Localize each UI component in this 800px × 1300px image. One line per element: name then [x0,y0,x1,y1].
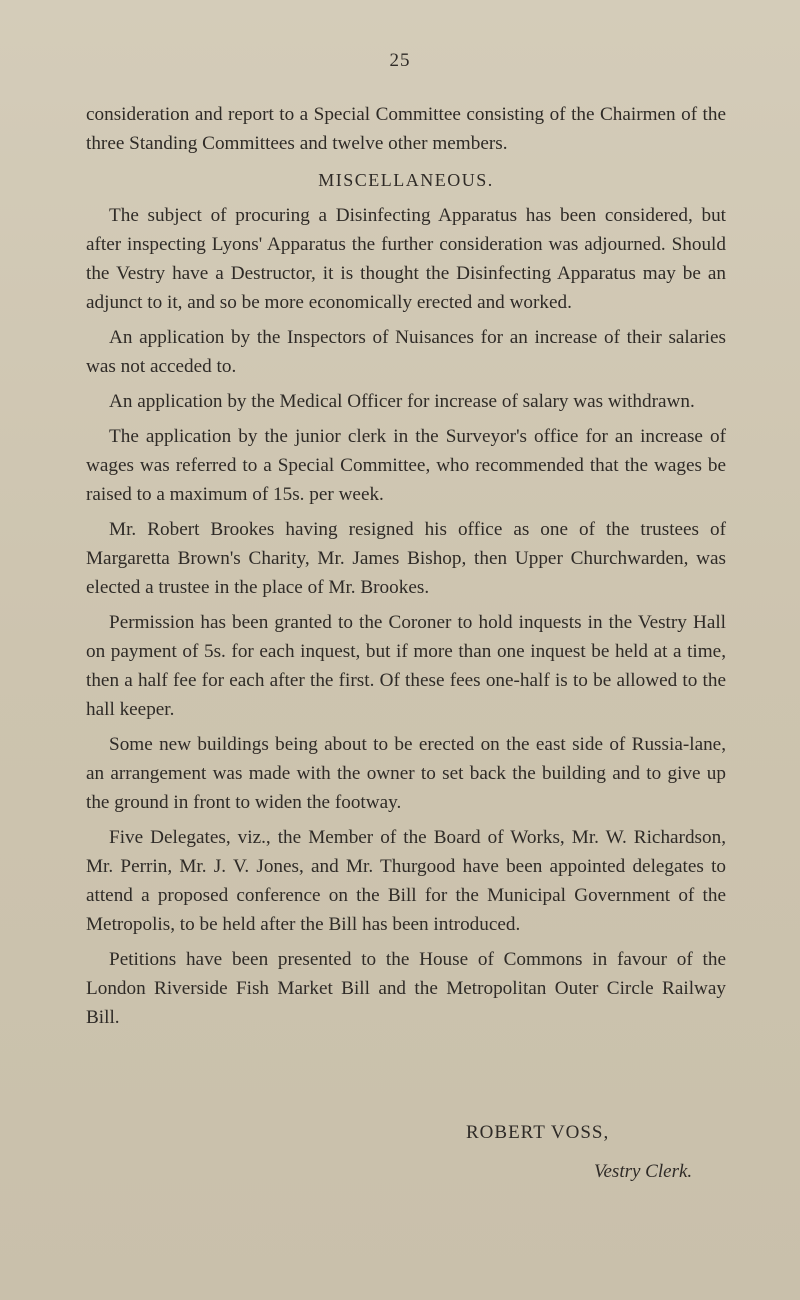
paragraph-petitions: Petitions have been presented to the House of Commons in favour of the London Riverside Fish Market Bill and the Metropolitan Outer Circle Railway Bill. [86,949,726,1028]
paragraph-inspectors-salaries: An application by the Inspectors of Nuisances for an increase of their salaries was not acceded to. [86,327,726,377]
paragraph-trustee-election: Mr. Robert Brookes having resigned his office as one of the trustees of Margaretta Brown's Charity, Mr. James Bishop, then Upper Churchwarden, was elected a trustee in the place of Mr. Brookes. [86,519,726,598]
signature-name: ROBERT VOSS, [466,1122,610,1143]
paragraph-russia-lane: Some new buildings being about to be erected on the east side of Russia-lane, an arrangement was made with the owner to set back the building and to give up the ground in front to widen the footway. [86,734,726,813]
body-text [86,100,726,1038]
opening-paragraph: consideration and report to a Special Committee consisting of the Chairmen of the three Standing Committees and twelve other members. [86,104,726,154]
paragraph-disinfecting-apparatus: The subject of procuring a Disinfecting Apparatus has been considered, but after inspecting Lyons' Apparatus the further consideration was adjourned. Should the Vestry have a Destructor, it is thought the Disinfecting Apparatus may be an adjunct to it, and so be more economically erected and worked. [86,205,726,313]
paragraph-coroner-inquests: Permission has been granted to the Coroner to hold inquests in the Vestry Hall on payment of 5s. for each inquest, but if more than one inquest be held at a time, then a half fee for each after the first. Of these fees one-half is to be allowed to the hall keeper. [86,612,726,720]
signature-title: Vestry Clerk. [594,1161,693,1182]
page-number: 25 [389,50,411,71]
section-heading: MISCELLANEOUS. [318,170,494,190]
paragraph-medical-officer: An application by the Medical Officer for increase of salary was withdrawn. [109,391,695,412]
paragraph-delegates: Five Delegates, viz., the Member of the Board of Works, Mr. W. Richardson, Mr. Perrin, Mr. J. V. Jones, and Mr. Thurgood have been appointed delegates to attend a proposed conference on the Bill for the Municipal Government of the Metropolis, to be held after the Bill has been introduced. [86,827,726,935]
paragraph-junior-clerk: The application by the junior clerk in the Surveyor's office for an increase of wages was referred to a Special Committee, who recommended that the wages be raised to a maximum of 15s. per week. [86,426,726,505]
